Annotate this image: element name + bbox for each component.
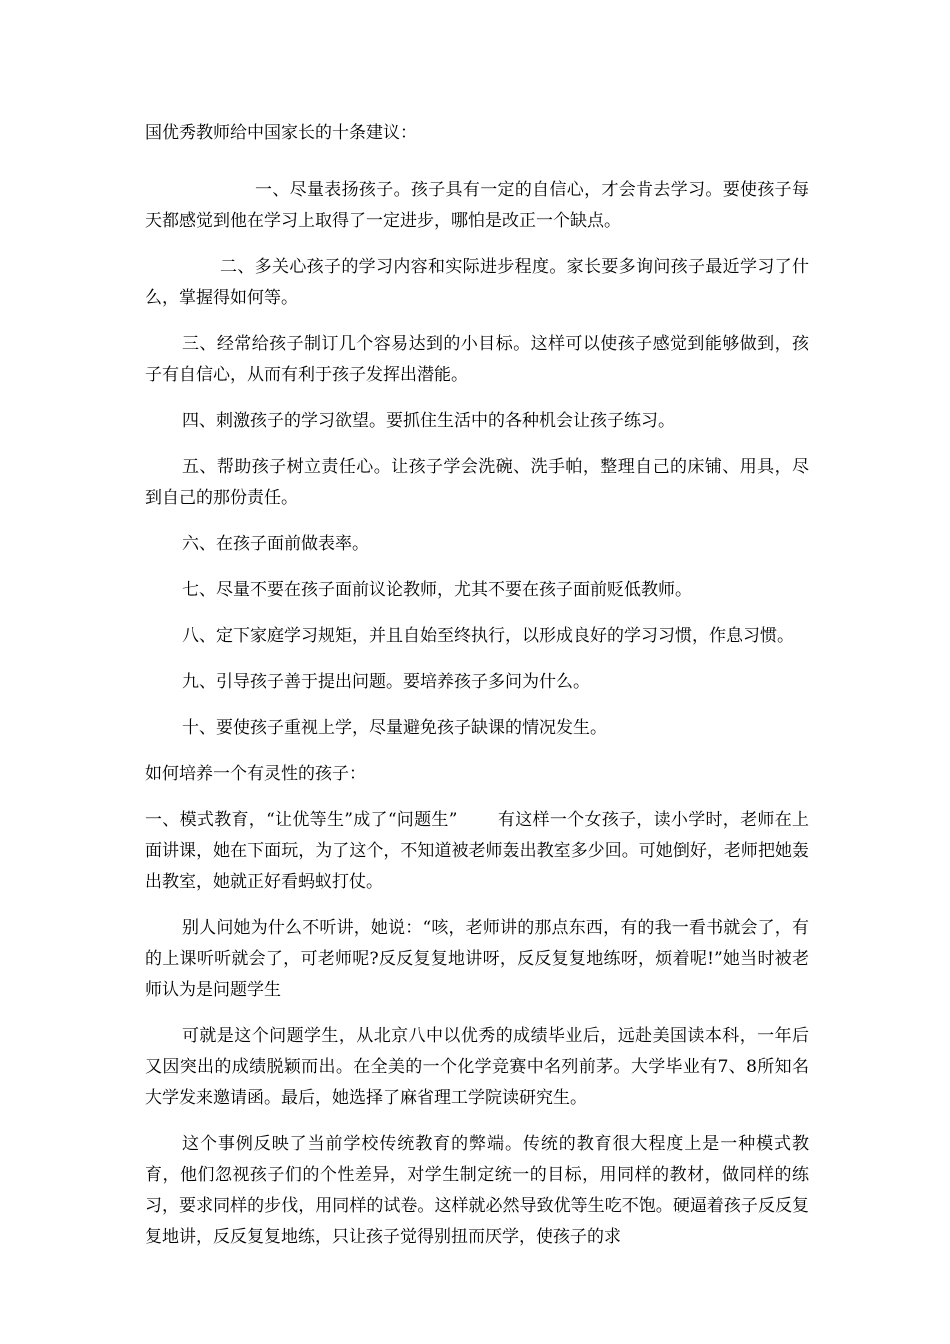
tip-7: 七、尽量不要在孩子面前议论教师，尤其不要在孩子面前贬低教师。 <box>182 580 692 600</box>
section-1-paragraph: 一、模式教育，“让优等生”成了“问题生” 有这样一个女孩子，读小学时，老师在上面讲课，她在下面玩，为了这个，不知道被老师轰出教室多少回。可她倒好，老师把她轰出教室，她就正好看蚂蚁打仗。 <box>145 810 809 892</box>
tip-5: 五、帮助孩子树立责任心。让孩子学会洗碗、洗手帕，整理自己的床铺、用具，尽到自己的那份责任。 <box>145 457 809 508</box>
tip-4: 四、刺激孩子的学习欲望。要抓住生活中的各种机会让孩子练习。 <box>182 411 675 431</box>
story-paragraph-2: 可就是这个问题学生，从北京八中以优秀的成绩毕业后，远赴美国读本科，一年后又因突出的成绩脱颖而出。在全美的一个化学竞赛中名列前茅。大学毕业有7、8所知名大学发来邀请函。最后，她选择了麻省理工学院读研究生。 <box>145 1026 809 1108</box>
tip-6: 六、在孩子面前做表率。 <box>182 534 369 554</box>
tip-1: 一、尽量表扬孩子。孩子具有一定的自信心，才会肯去学习。要使孩子每天都感觉到他在学习上取得了一定进步，哪怕是改正一个缺点。 <box>145 180 809 231</box>
tip-9: 九、引导孩子善于提出问题。要培养孩子多问为什么。 <box>182 672 590 692</box>
heading-ten-tips: 国优秀教师给中国家长的十条建议： <box>145 123 417 143</box>
tip-10: 十、要使孩子重视上学，尽量避免孩子缺课的情况发生。 <box>182 718 607 738</box>
story-paragraph-1: 别人问她为什么不听讲，她说：“咳，老师讲的那点东西，有的我一看书就会了，有的上课听听就会了，可老师呢?反反复复地讲呀，反反复复地练呀，烦着呢!”她当时被老师认为是问题学生 <box>145 918 809 1000</box>
tip-3: 三、经常给孩子制订几个容易达到的小目标。这样可以使孩子感觉到能够做到，孩子有自信心，从而有利于孩子发挥出潜能。 <box>145 334 809 385</box>
tip-8: 八、定下家庭学习规矩，并且自始至终执行，以形成良好的学习习惯，作息习惯。 <box>182 626 794 646</box>
heading-spirited-child: 如何培养一个有灵性的孩子： <box>145 764 366 784</box>
story-paragraph-3: 这个事例反映了当前学校传统教育的弊端。传统的教育很大程度上是一种模式教育，他们忽视孩子们的个性差异，对学生制定统一的目标，用同样的教材，做同样的练习，要求同样的步伐，用同样的试卷。这样就必然导致优等生吃不饱。硬逼着孩子反反复复地讲，反反复复地练，只让孩子觉得别扭而厌学，使孩子的求 <box>145 1134 809 1247</box>
document-page <box>145 118 809 1268</box>
tip-2: 二、多关心孩子的学习内容和实际进步程度。家长要多询问孩子最近学习了什么，掌握得如何等。 <box>145 257 809 308</box>
